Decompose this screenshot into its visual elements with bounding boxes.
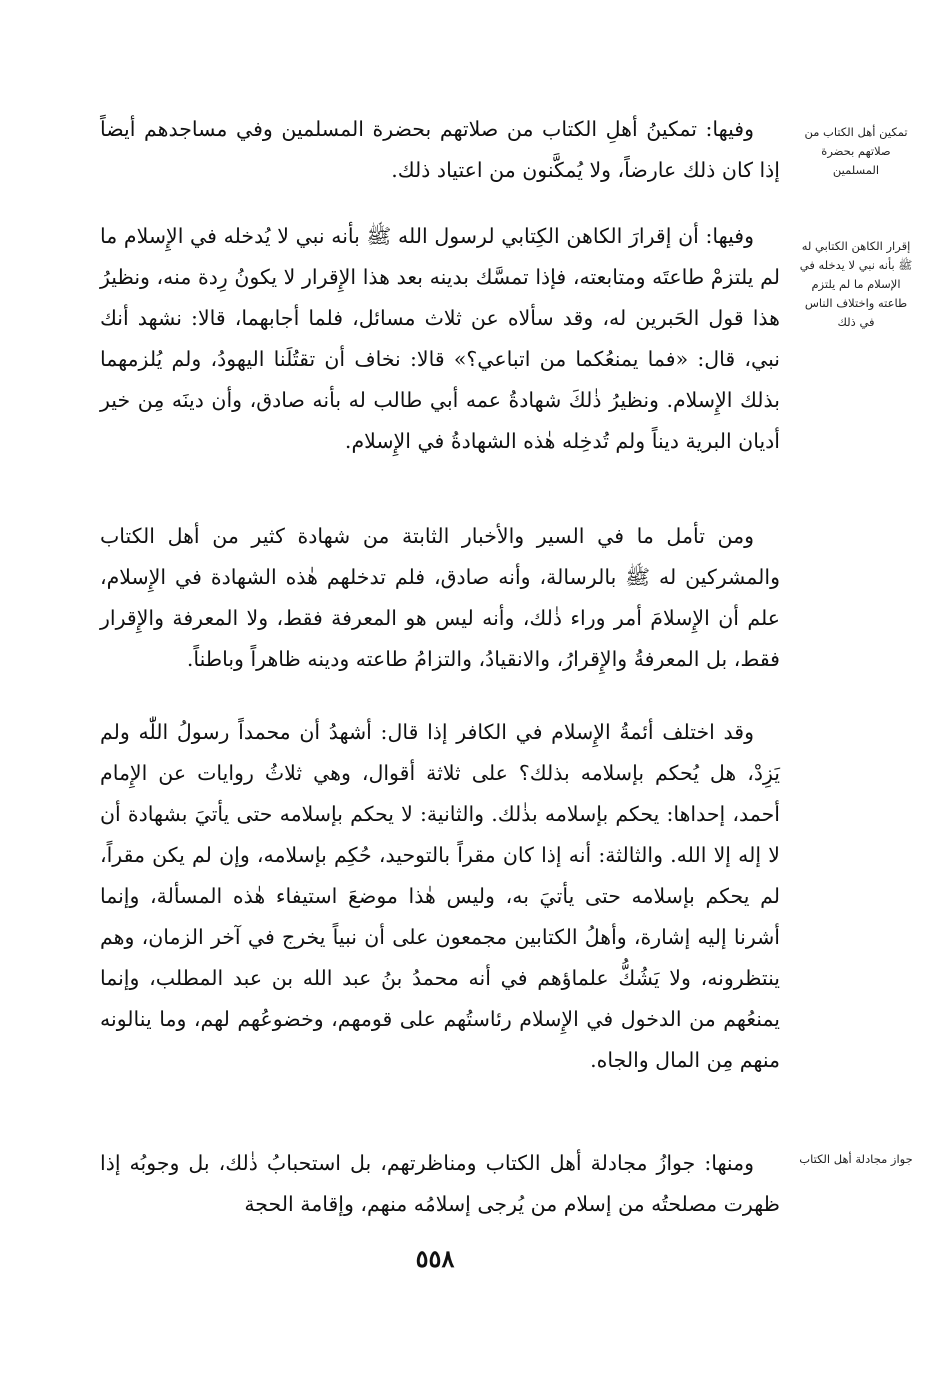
margin-note-2: إقرار الكاهن الكتابي له ﷺ بأنه نبي لا يدخله في الإسلام ما لم يلتزم طاعته واختلاف الناس في ذلك	[799, 239, 913, 329]
margin-note-1: تمكين أهل الكتاب من صلاتهم بحضرة المسلمين	[804, 125, 908, 177]
margin-note-3: جواز مجادلة أهل الكتاب	[799, 1152, 913, 1166]
paragraph-block	[100, 1143, 780, 1225]
paragraph-block	[100, 516, 780, 680]
paragraph-1: وفيها: تمكينُ أهلِ الكتاب من صلاتهم بحضرة المسلمين وفي مساجدهم أيضاً إذا كان ذلك عارضاً، ولا يُمكَّنون من اعتياد ذلك.	[100, 117, 780, 182]
paragraph-3: ومن تأمل ما في السير والأخبار الثابتة من شهادة كثير من أهل الكتاب والمشركين له ﷺ بالرسالة، وأنه صادق، فلم تدخلهم هٰذه الشهادة في الإِسلام، علم أن الإِسلامَ أمر وراء ذٰلك، وأنه ليس هو المعرفة فقط، ولا المعرفة والإِقرار فقط، بل المعرفةُ والإِقرارُ، والانقيادُ، والتزامُ طاعته ودينه ظاهراً وباطناً.	[100, 524, 780, 671]
paragraph-2: وفيها: أن إقرارَ الكاهن الكِتابي لرسول الله ﷺ بأنه نبي لا يُدخله في الإِسلام ما لم يلتزمْ طاعتَه ومتابعته، فإذا تمسَّك بدينه بعد هذا الإِقرار لا يكونُ رِدة منه، ونظيرُ هذا قول الحَبرين له، وقد سألاه عن ثلاث مسائل، فلما أجابهما، قالا: نشهد أنك نبي، قال: «فما يمنعُكما من اتباعي؟» قالا: نخاف أن تقتُلَنا اليهودُ، ولم يُلزمهما بذلك الإِسلام. ونظيرُ ذٰلكَ شهادةُ عمه أبي طالب له بأنه صادق، وأن دينَه مِن خير أديان البرية ديناً ولم تُدخِله هٰذه الشهادةُ في الإِسلام.	[100, 224, 780, 453]
paragraph-block	[100, 109, 780, 191]
paragraph-4: وقد اختلف أئمةُ الإِسلام في الكافر إذا قال: أشهدُ أن محمداً رسولُ اللّٰه ولم يَزِدْ، هل يُحكم بإسلامه بذلك؟ على ثلاثة أقوال، وهي ثلاثُ روايات عن الإِمام أحمد، إحداها: يحكم بإسلامه بذٰلك. والثانية: لا يحكم بإسلامه حتى يأتيَ بشهادة أن لا إله إلا الله. والثالثة: أنه إذا كان مقراً بالتوحيد، حُكِم بإسلامه، وإن لم يكن مقراً، لم يحكم بإسلامه حتى يأتيَ به، وليس هٰذا موضعَ استيفاء هٰذه المسألة، وإنما أشرنا إليه إشارة، وأهلُ الكتابين مجمعون على أن نبياً يخرج في آخر الزمان، وهم ينتظرونه، ولا يَشُكُّ علماؤهم في أنه محمدُ بنُ عبد الله بن عبد المطلب، وإنما يمنعُهم من الدخول في الإِسلام رئاستُهم على قومهم، وخضوعُهم لهم، وما ينالونه منهم مِن المال والجاه.	[100, 720, 780, 1072]
paragraph-block	[100, 216, 780, 462]
page-number: ٥٥٨	[415, 1244, 455, 1273]
paragraph-block	[100, 712, 780, 1081]
paragraph-5: ومنها: جوازُ مجادلة أهل الكتاب ومناظرتهم، بل استحبابُ ذٰلك، بل وجوبُه إذا ظهرت مصلحتُه من إسلام من يُرجى إسلامُه منهم، وإقامة الحجة	[100, 1151, 780, 1216]
